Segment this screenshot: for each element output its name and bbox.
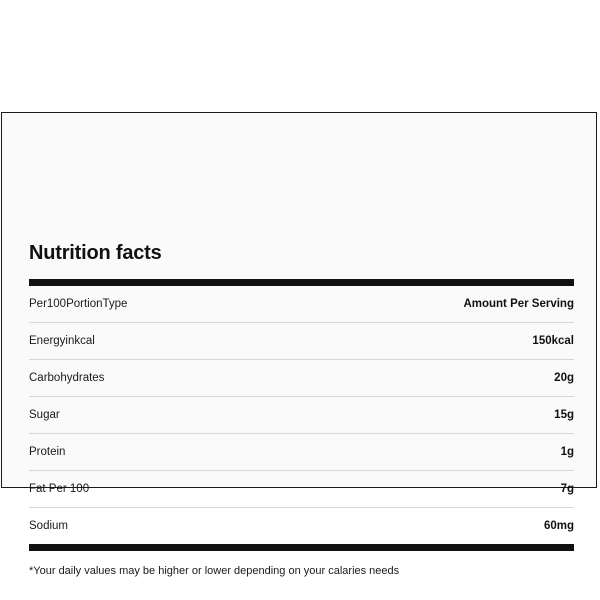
nutrition-facts-panel xyxy=(29,241,574,578)
nutrient-label: Energyinkcal xyxy=(29,334,95,347)
table-row xyxy=(29,323,574,359)
table-header-row xyxy=(29,286,574,322)
table-header-left: Per100PortionType xyxy=(29,298,128,310)
table-row xyxy=(29,508,574,544)
nutrient-value: 15g xyxy=(554,408,574,421)
nutrient-label: Carbohydrates xyxy=(29,371,105,384)
nutrient-value: 7g xyxy=(560,482,574,495)
divider-thick-bottom xyxy=(29,544,574,551)
table-header-right: Amount Per Serving xyxy=(463,298,574,310)
table-row xyxy=(29,471,574,507)
nutrient-label: Protein xyxy=(29,445,66,458)
nutrient-label: Sodium xyxy=(29,519,68,532)
divider-thick-top xyxy=(29,279,574,286)
table-row xyxy=(29,360,574,396)
nutrient-label: Fat Per 100 xyxy=(29,482,90,495)
table-row xyxy=(29,434,574,470)
nutrition-facts-card xyxy=(1,112,597,577)
nutrient-value: 150kcal xyxy=(532,334,574,347)
page-title: Nutrition facts xyxy=(29,242,162,264)
footnote: *Your daily values may be higher or lower depending on your calaries needs xyxy=(29,564,400,577)
nutrient-value: 60mg xyxy=(543,519,574,532)
table-row xyxy=(29,397,574,433)
nutrient-value: 1g xyxy=(560,445,574,458)
nutrient-label: Sugar xyxy=(29,408,60,421)
nutrient-value: 20g xyxy=(554,371,574,384)
